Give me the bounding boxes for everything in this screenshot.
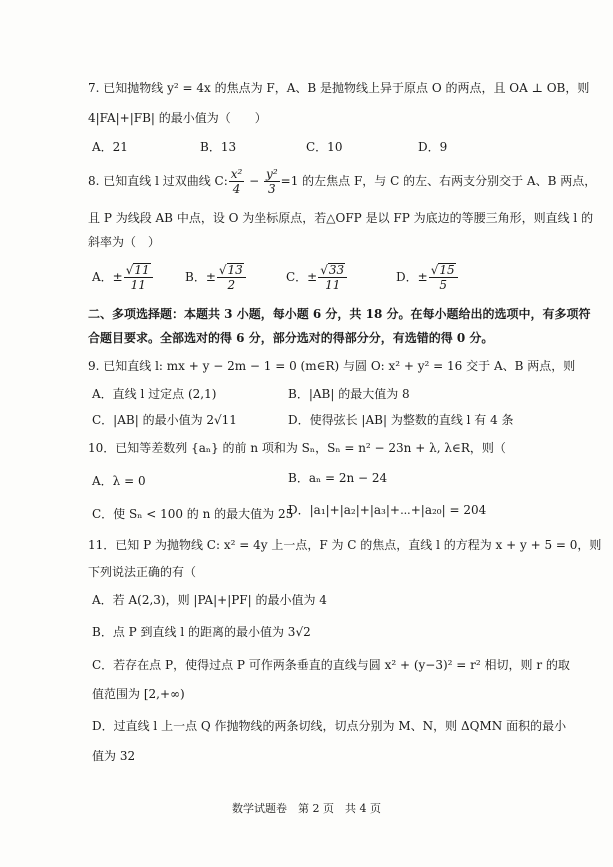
q11-option-c-line1: C．若存在点 P，使得过点 P 可作两条垂直的直线与圆 x² + (y−3)² = r² 相切，则 r 的取 xyxy=(92,658,570,672)
q8-option-d xyxy=(396,262,459,292)
q8-option-c-fraction: $\frac{√33}{11}$ xyxy=(318,263,347,292)
q9-option-a: A．直线 l 过定点 (2,1) xyxy=(92,387,217,401)
q8-stem-line3: 斜率为（ ） xyxy=(88,235,161,249)
q9-option-c: C．|AB| 的最小值为 2√11 xyxy=(92,413,237,427)
q8-stem-part-a: 8. 已知直线 l 过双曲线 C: xyxy=(88,174,228,188)
q7-option-c: C．10 xyxy=(306,140,343,154)
section2-heading-line2: 合题目要求。全部选对的得 6 分，部分选对的得部分分，有选错的得 0 分。 xyxy=(88,331,494,345)
q7-stem-line2: 4|FA|+|FB| 的最小值为（ ） xyxy=(88,111,267,125)
q8-option-d-num: 15 xyxy=(439,263,455,277)
q11-option-d-line2: 值为 32 xyxy=(92,749,136,763)
q8-option-a xyxy=(92,262,154,292)
q11-option-d-line1: D．过直线 l 上一点 Q 作抛物线的两条切线，切点分别为 M、N，则 ΔQMN 面积的最小 xyxy=(92,719,567,733)
q8-fraction-y xyxy=(264,167,280,196)
q8-fraction-x xyxy=(229,167,245,196)
q8-option-d-label: D．± xyxy=(396,270,428,284)
q8-option-a-fraction: $\frac{√11}{11}$ xyxy=(124,263,153,292)
q8-option-c xyxy=(286,262,348,292)
section2-heading-line1: 二、多项选择题：本题共 3 小题，每小题 6 分，共 18 分。在每小题给出的选项中，有多项符 xyxy=(88,307,591,321)
q8-option-b xyxy=(185,262,247,292)
q8-stem-line1 xyxy=(88,166,596,196)
q8-option-c-num: 33 xyxy=(328,263,345,277)
q8-option-d-den: 5 xyxy=(439,278,447,292)
q11-stem-line2: 下列说法正确的有（ xyxy=(88,565,197,579)
q8-option-a-num: 11 xyxy=(134,263,150,277)
q8-option-b-label: B．± xyxy=(185,270,216,284)
q8-option-c-den: 11 xyxy=(325,278,341,292)
q10-option-c: C．使 Sₙ < 100 的 n 的最大值为 25 xyxy=(92,507,294,521)
q9-stem: 9. 已知直线 l: mx + y − 2m − 1 = 0 (m∈R) 与圆 O: x² + y² = 16 交于 A、B 两点，则 xyxy=(88,359,576,373)
q7-option-b: B．13 xyxy=(200,140,237,154)
q11-stem-line1: 11．已知 P 为抛物线 C: x² = 4y 上一点，F 为 C 的焦点，直线 l 的方程为 x + y + 5 = 0，则 xyxy=(88,538,602,552)
q8-option-a-den: 11 xyxy=(130,278,146,292)
q8-fraction-x-num: x² xyxy=(230,167,243,181)
q8-option-b-fraction: $\frac{√13}{2}$ xyxy=(217,263,246,292)
q9-option-d: D．使得弦长 |AB| 为整数的直线 l 有 4 条 xyxy=(288,413,514,427)
q8-option-a-label: A．± xyxy=(92,270,123,284)
q8-option-b-den: 2 xyxy=(227,278,236,292)
q9-option-b: B．|AB| 的最大值为 8 xyxy=(288,387,410,401)
q8-fraction-y-num: y² xyxy=(266,167,278,181)
q10-option-a: A．λ = 0 xyxy=(92,474,146,488)
q7-stem-line1: 7. 已知抛物线 y² = 4x 的焦点为 F，A、B 是抛物线上异于原点 O 的两点，且 OA ⊥ OB，则 xyxy=(88,81,590,95)
q11-option-c-line2: 值范围为 [2,+∞) xyxy=(92,687,185,701)
q8-option-d-fraction: $\frac{√15}{5}$ xyxy=(429,263,458,292)
q11-option-a: A．若 A(2,3)，则 |PA|+|PF| 的最小值为 4 xyxy=(92,593,327,607)
q8-fraction-y-den: 3 xyxy=(268,182,276,196)
q10-option-b: B．aₙ = 2n − 24 xyxy=(288,471,388,485)
q11-option-b: B．点 P 到直线 l 的距离的最小值为 3√2 xyxy=(92,625,311,639)
q7-option-d: D．9 xyxy=(418,140,448,154)
q8-option-c-label: C．± xyxy=(286,270,318,284)
q8-option-b-num: 13 xyxy=(227,263,243,277)
q10-stem: 10．已知等差数列 {aₙ} 的前 n 项和为 Sₙ，Sₙ = n² − 23n + λ, λ∈R，则（ xyxy=(88,441,506,455)
q8-stem-line2: 且 P 为线段 AB 中点，设 O 为坐标原点，若△OFP 是以 FP 为底边的等腰三角形，则直线 l 的 xyxy=(88,211,594,225)
q8-minus: − xyxy=(245,174,264,188)
q8-fraction-x-den: 4 xyxy=(232,182,241,196)
q10-option-d: D．|a₁|+|a₂|+|a₃|+⋯+|a₂₀| = 204 xyxy=(288,503,487,517)
page-footer: 数学试题卷 第 2 页 共 4 页 xyxy=(232,802,381,815)
q8-stem-part-b: =1 的左焦点 F，与 C 的左、右两支分别交于 A、B 两点， xyxy=(280,174,597,188)
q7-option-a: A．21 xyxy=(92,140,128,154)
